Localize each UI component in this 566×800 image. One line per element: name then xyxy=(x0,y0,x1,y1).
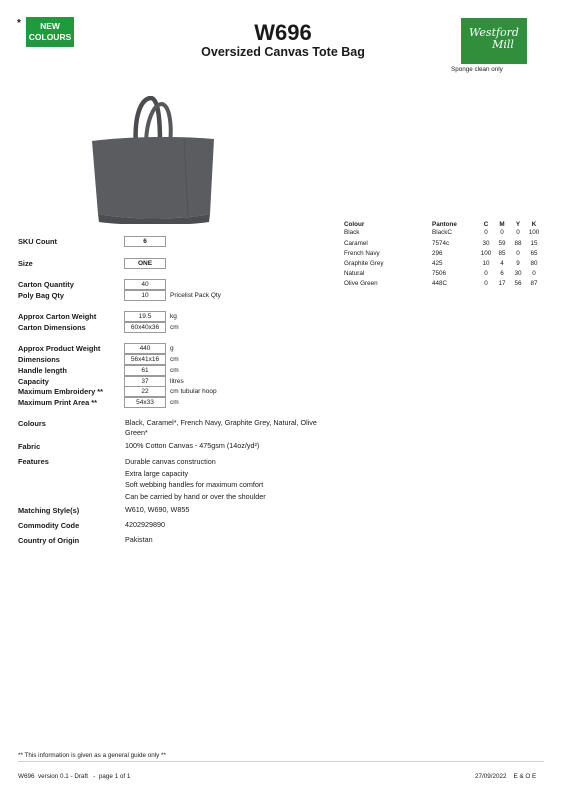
cmyk-c: 10 xyxy=(482,260,490,267)
badge-line-1: NEW xyxy=(40,21,60,31)
sku-count-label: SKU Count xyxy=(18,237,57,246)
colour-name: Caramel xyxy=(344,240,368,247)
list-item: Extra large capacity xyxy=(125,468,189,478)
cmyk-y: 30 xyxy=(514,270,522,277)
colour-name: Natural xyxy=(344,270,365,277)
header-y: Y xyxy=(515,221,521,228)
list-item: Durable canvas construction xyxy=(125,457,216,466)
header-pantone: Pantone xyxy=(432,221,457,228)
matching-styles-value: W610, W690, W855 xyxy=(125,505,190,514)
max-print-area-label: Maximum Print Area ** xyxy=(18,398,97,407)
capacity-value: 37 xyxy=(124,376,166,387)
carton-weight-unit: kg xyxy=(170,313,177,320)
colour-name: Graphite Grey xyxy=(344,260,384,267)
pantone-code: 448C xyxy=(432,280,448,287)
header-colour: Colour xyxy=(344,221,365,228)
colour-name: Olive Green xyxy=(344,280,378,287)
carton-dimensions-label: Carton Dimensions xyxy=(18,323,86,332)
cmyk-k: 80 xyxy=(530,260,538,267)
handle-length-label: Handle length xyxy=(18,366,67,375)
max-embroidery-unit: cm tubular hoop xyxy=(170,388,217,395)
pantone-code: 7574c xyxy=(432,240,450,247)
cmyk-y: 9 xyxy=(516,260,520,267)
cmyk-y: 56 xyxy=(514,280,522,287)
cmyk-c: 0 xyxy=(484,280,488,287)
cmyk-k: 65 xyxy=(530,250,538,257)
max-print-area-value: 54x33 xyxy=(124,397,166,408)
colours-line-2: Green* xyxy=(125,428,148,437)
date-info: 27/09/2022 E & O E xyxy=(475,773,537,780)
cmyk-m: 4 xyxy=(500,260,504,267)
cmyk-c: 0 xyxy=(484,229,488,236)
colour-name: French Navy xyxy=(344,250,380,257)
sku-count-value: 6 xyxy=(124,236,166,247)
product-weight-unit: g xyxy=(170,345,174,352)
list-item: Can be carried by hand or over the shoulder xyxy=(125,492,266,502)
matching-styles-label: Matching Style(s) xyxy=(18,506,80,515)
commodity-code-label: Commodity Code xyxy=(18,521,80,530)
product-weight-label: Approx Product Weight xyxy=(18,344,101,353)
badge-line-2: COLOURS xyxy=(28,32,72,42)
commodity-code-value: 4202929890 xyxy=(125,520,165,529)
asterisk-mark: * xyxy=(17,18,21,29)
cmyk-m: 0 xyxy=(500,229,504,236)
product-name-subtitle: Oversized Canvas Tote Bag xyxy=(201,45,365,59)
product-code-title: W696 xyxy=(254,20,312,45)
cmyk-y: 0 xyxy=(516,229,520,236)
handle-length-unit: cm xyxy=(170,367,179,374)
cmyk-y: 0 xyxy=(516,250,520,257)
cmyk-c: 30 xyxy=(482,240,490,247)
version-info: W696 version 0.1 - Draft - page 1 of 1 xyxy=(18,773,131,780)
fabric-label: Fabric xyxy=(18,442,41,451)
poly-bag-qty-unit: Pricelist Pack Qty xyxy=(170,292,221,299)
cmyk-m: 17 xyxy=(498,280,506,287)
carton-weight-value: 19.5 xyxy=(124,311,166,322)
max-embroidery-value: 22 xyxy=(124,386,166,397)
max-print-area-unit: cm xyxy=(170,399,179,406)
cmyk-m: 85 xyxy=(498,250,506,257)
dimensions-unit: cm xyxy=(170,356,179,363)
cmyk-c: 100 xyxy=(480,250,492,257)
handle-length-value: 61 xyxy=(124,365,166,376)
care-instructions: Sponge clean only xyxy=(451,66,503,73)
poly-bag-qty-label: Poly Bag Qty xyxy=(18,291,64,300)
colour-name: Black xyxy=(344,229,360,236)
header-c: C xyxy=(483,221,489,228)
colours-label: Colours xyxy=(18,419,46,428)
features-list xyxy=(125,456,266,503)
dimensions-value: 56x41x16 xyxy=(124,354,166,365)
header-k: K xyxy=(531,221,537,228)
capacity-unit: litres xyxy=(170,378,184,385)
country-of-origin-label: Country of Origin xyxy=(18,536,80,545)
tote-bag-image xyxy=(88,96,218,224)
list-item: Soft webbing handles for maximum comfort xyxy=(125,480,264,490)
cmyk-k: 87 xyxy=(530,280,538,287)
pantone-code: 425 xyxy=(432,260,443,267)
size-label: Size xyxy=(18,259,33,268)
logo-line-2: Mill xyxy=(492,38,514,51)
pantone-code: 296 xyxy=(432,250,443,257)
guide-footnote: ** This information is given as a general guide only ** xyxy=(18,752,166,759)
carton-quantity-value: 40 xyxy=(124,279,166,290)
capacity-label: Capacity xyxy=(18,377,49,386)
westford-mill-logo xyxy=(461,18,527,64)
header-m: M xyxy=(499,221,505,228)
country-of-origin-value: Pakistan xyxy=(125,535,153,544)
cmyk-k: 0 xyxy=(532,270,536,277)
carton-weight-label: Approx Carton Weight xyxy=(18,312,97,321)
size-value: ONE xyxy=(124,258,166,269)
dimensions-label: Dimensions xyxy=(18,355,60,364)
product-weight-value: 440 xyxy=(124,343,166,354)
features-label: Features xyxy=(18,457,49,466)
cmyk-c: 0 xyxy=(484,270,488,277)
carton-quantity-label: Carton Quantity xyxy=(18,280,74,289)
max-embroidery-label: Maximum Embroidery ** xyxy=(18,387,104,396)
colours-value xyxy=(125,418,317,438)
cmyk-y: 88 xyxy=(514,240,522,247)
cmyk-k: 15 xyxy=(530,240,538,247)
pantone-code: BlackC xyxy=(432,229,452,236)
colours-line-1: Black, Caramel*, French Navy, Graphite Grey, Natural, Olive xyxy=(125,418,317,427)
poly-bag-qty-value: 10 xyxy=(124,290,166,301)
fabric-value: 100% Cotton Canvas - 475gsm (14oz/yd²) xyxy=(125,441,260,450)
footer-divider xyxy=(18,761,544,762)
pantone-code: 7506 xyxy=(432,270,447,277)
carton-dimensions-value: 60x40x36 xyxy=(124,322,166,333)
carton-dimensions-unit: cm xyxy=(170,324,179,331)
cmyk-m: 59 xyxy=(498,240,506,247)
logo-line-1: Westford xyxy=(469,26,519,39)
cmyk-m: 6 xyxy=(500,270,504,277)
cmyk-k: 100 xyxy=(528,229,540,236)
